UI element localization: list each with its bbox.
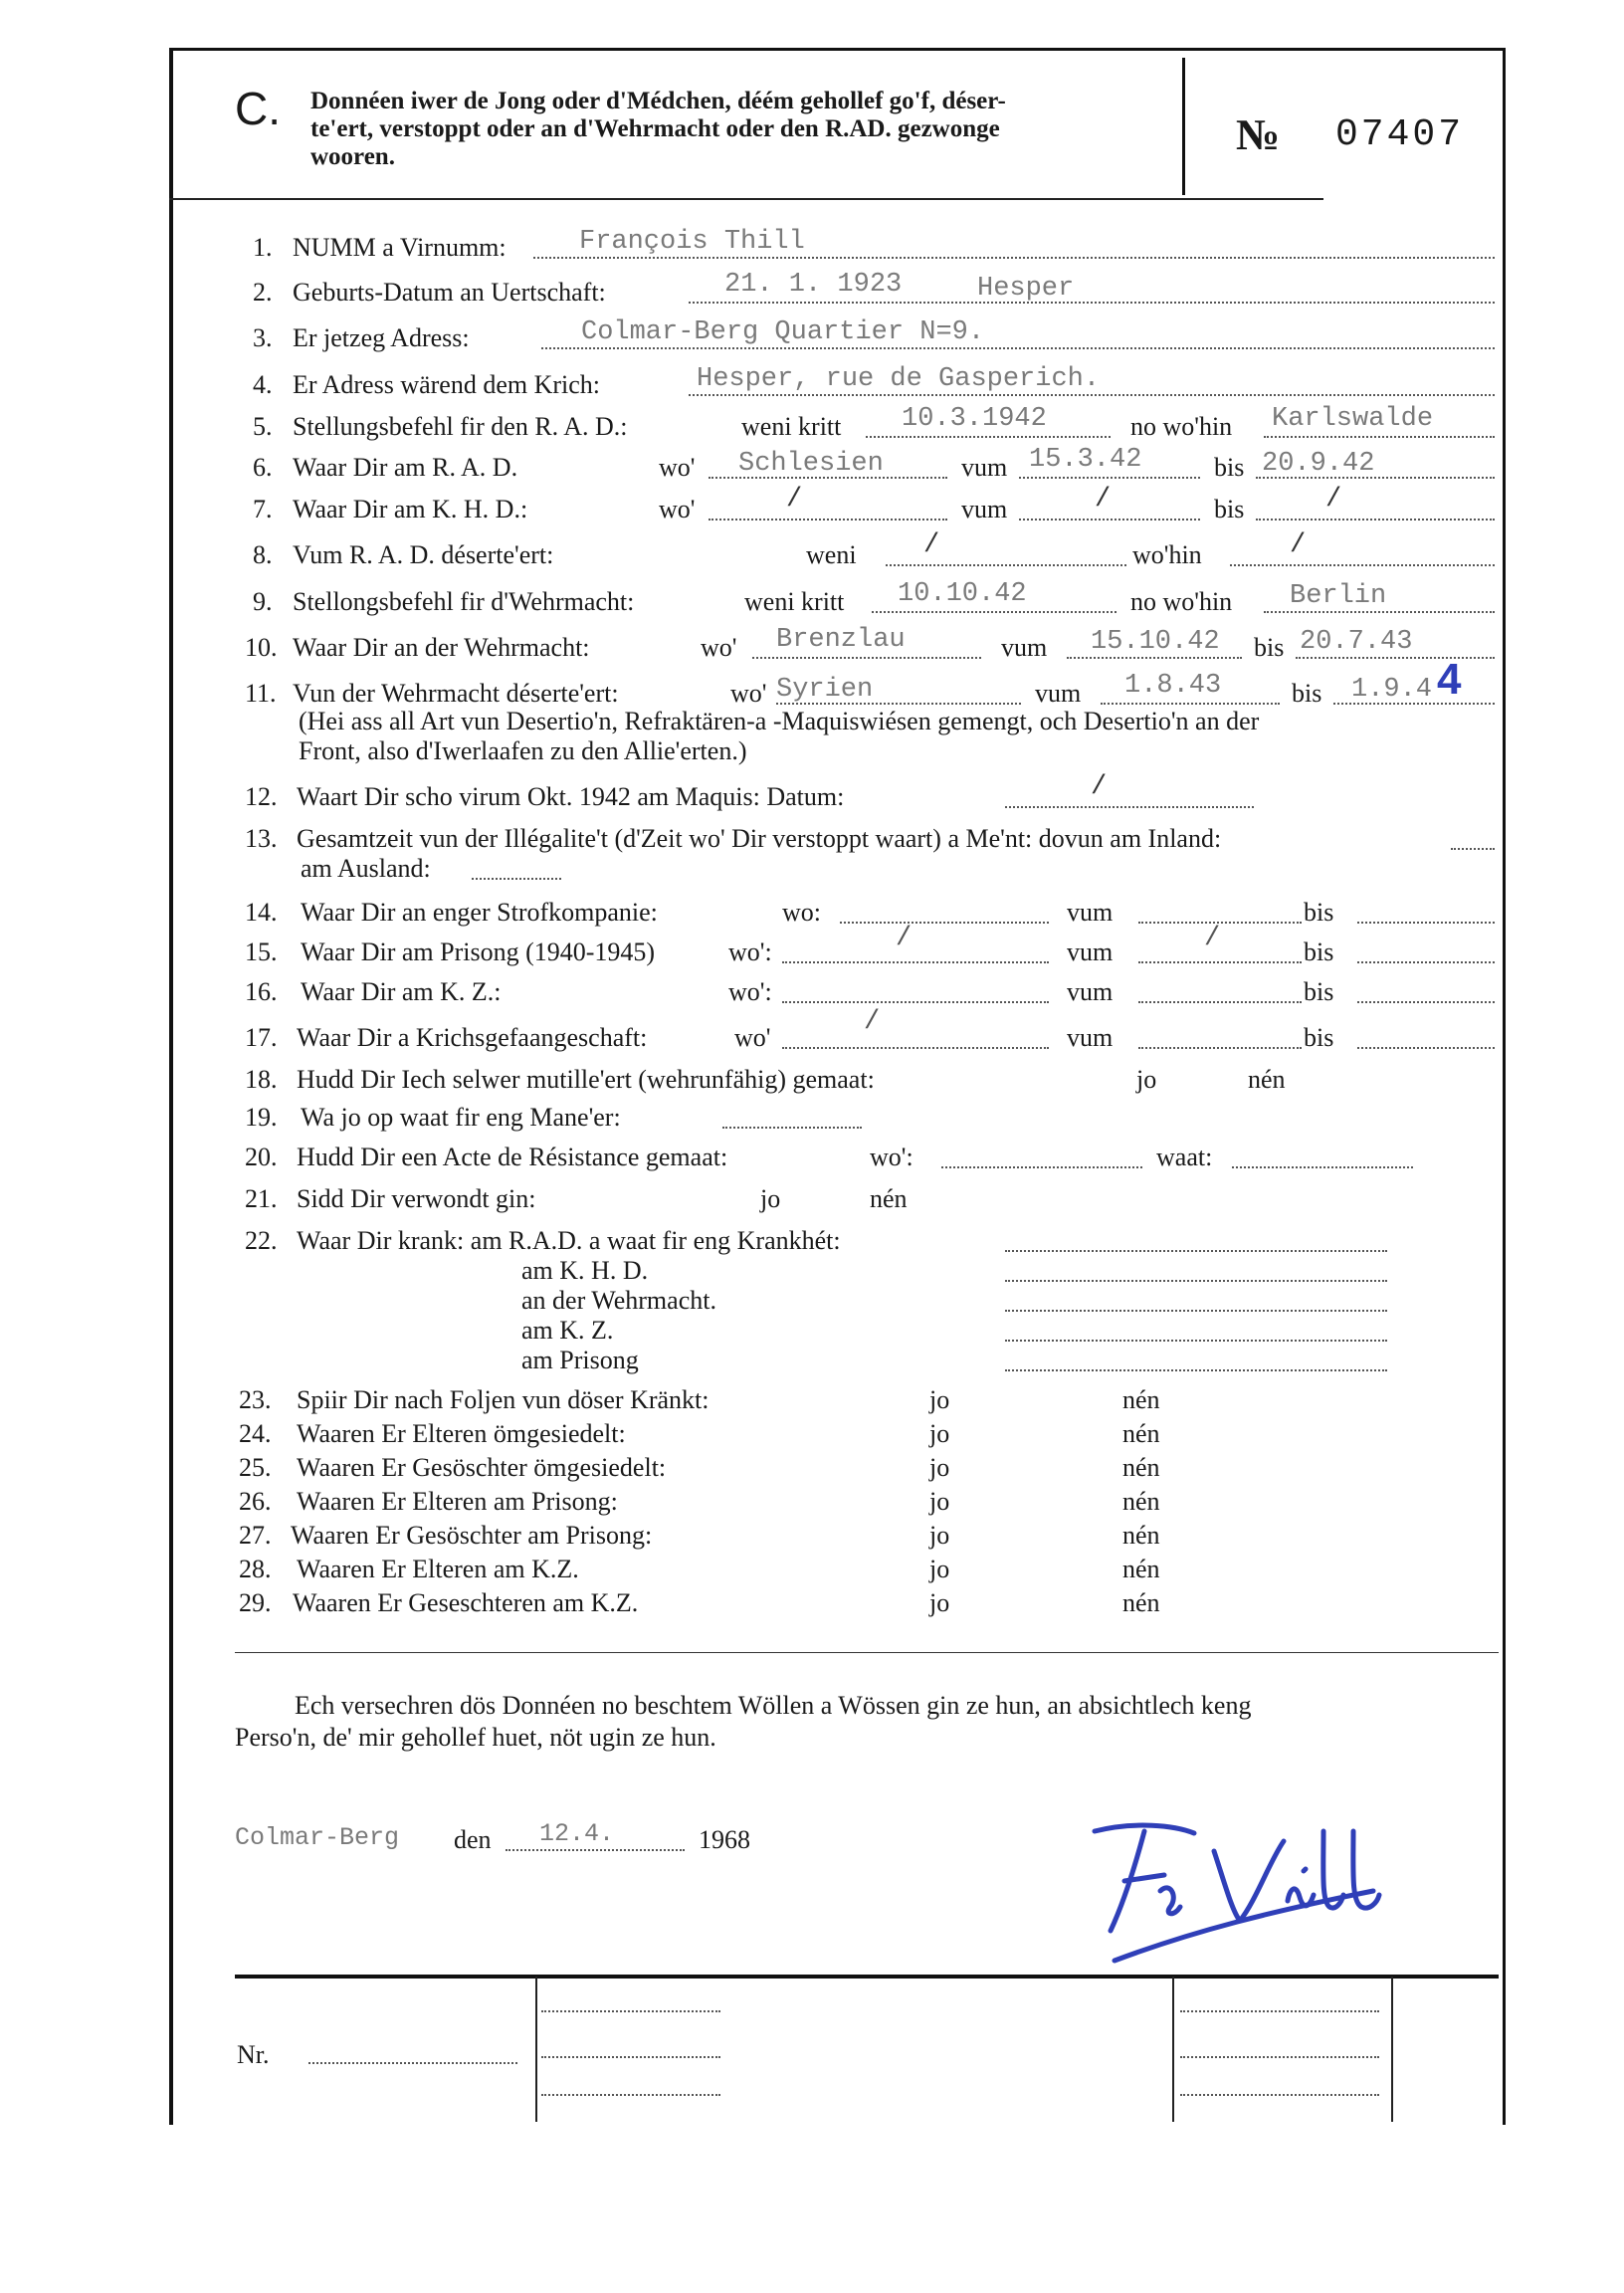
field-label: bis [1304,977,1334,1006]
field-label: bis [1304,898,1334,927]
row-label: Waart Dir scho virum Okt. 1942 am Maquis: Datum: [297,782,845,811]
row-label: Waaren Er Elteren ömgesiedelt: [297,1419,626,1448]
row-number: 9. [253,587,273,616]
title-line: wooren. [310,143,395,170]
fill-line [1256,519,1495,521]
illness-sub-label: am Prisong [521,1346,639,1374]
row-label: Spiir Dir nach Foljen vun döser Kränkt: [297,1385,710,1414]
option-no[interactable]: nén [870,1184,908,1213]
header-divider [1182,58,1185,195]
row-label: Vun der Wehrmacht déserte'ert: [293,679,619,708]
row-number: 1. [253,233,273,262]
row-number: 26. [239,1487,272,1516]
field-label: vum [1001,633,1048,662]
row-number: 12. [245,782,278,811]
field-label: vum [1035,679,1082,708]
field-label: wo' [730,679,767,708]
row-number: 21. [245,1184,278,1213]
row-label: Er Adress wärend dem Krich: [293,370,601,399]
name-value[interactable]: François Thill [579,227,805,257]
option-yes[interactable]: jo [929,1453,950,1482]
row-number: 19. [245,1103,278,1132]
fill-line [1357,961,1495,963]
signature-place[interactable]: Colmar-Berg [235,1823,400,1852]
row-number: 29. [239,1588,272,1617]
row-number: 22. [245,1226,278,1255]
fill-line [709,519,947,521]
row-label: Er jetzeg Adress: [293,323,470,352]
fill-line [1005,1250,1387,1252]
birth-place-value[interactable]: Hesper [977,274,1075,304]
title-line: te'ert, verstoppt oder an d'Wehrmacht oder den R.AD. gezwonge [310,115,1000,142]
row-label: am Ausland: [301,854,431,883]
field-label: vum [1067,898,1114,927]
field-label: wo' [659,453,696,482]
fill-line [1230,564,1495,566]
row-label: NUMM a Virnumm: [293,233,507,262]
field-label: wo' [659,495,696,523]
field-label: bis [1254,633,1285,662]
option-no[interactable]: nén [1122,1487,1160,1516]
option-no[interactable]: nén [1122,1521,1160,1550]
fill-line [1451,848,1495,850]
row-label: Waar Dir am K. H. D.: [293,495,528,523]
fill-line [1357,1001,1495,1003]
section-letter: C. [235,83,281,134]
rad-to[interactable]: 20.9.42 [1262,449,1375,479]
fill-line [1180,2010,1379,2012]
handwritten-correction: 4 [1437,655,1462,704]
fill-line [533,257,1495,259]
fill-line [1138,961,1302,963]
fill-line [541,2094,720,2096]
field-label: weni kritt [741,412,842,441]
fill-line [886,564,1126,566]
signature [1075,1811,1393,1971]
row-label: Geburts-Datum an Uertschaft: [293,278,606,307]
option-no[interactable]: nén [1122,1588,1160,1617]
fill-line [782,1001,1049,1003]
fill-line [1296,657,1495,659]
prison-from[interactable]: / [1204,924,1221,953]
fill-line [1019,519,1200,521]
row-label: Waar Dir am R. A. D. [293,453,518,482]
nr-label: Nr. [237,2040,270,2069]
rad-from[interactable]: 15.3.42 [1029,445,1142,475]
header-separator [169,198,1323,200]
fill-line [1067,657,1242,659]
field-label: vum [961,453,1008,482]
footer-divider [1391,1977,1393,2122]
signature-year: 1968 [699,1825,750,1854]
illness-sub-label: am K. Z. [521,1316,614,1345]
option-yes[interactable]: jo [929,1555,950,1583]
rad-order-date[interactable]: 10.3.1942 [902,404,1047,434]
fill-line [1357,922,1495,924]
fill-line [1005,1280,1387,1282]
field-label: vum [1067,1023,1114,1052]
current-address-value[interactable]: Colmar-Berg Quartier N=9. [581,317,985,347]
row-number: 14. [245,898,278,927]
row-number: 24. [239,1419,272,1448]
illness-sub-label: an der Wehrmacht. [521,1286,716,1315]
field-label: waat: [1156,1143,1213,1171]
field-label: bis [1292,679,1322,708]
title-line: Donnéen iwer de Jong oder d'Médchen, déém gehollef go'f, déser- [310,88,1006,114]
row-number: 5. [253,412,273,441]
row-label: Stellongsbefehl fir d'Wehrmacht: [293,587,635,616]
war-address-value[interactable]: Hesper, rue de Gasperich. [697,364,1101,394]
option-yes[interactable]: jo [929,1521,950,1550]
fill-line [1232,1166,1413,1168]
row-label: Waaren Er Gesöschter ömgesiedelt: [297,1453,667,1482]
field-label: bis [1304,938,1334,966]
rad-desert-where[interactable]: / [1290,530,1307,560]
fill-line [689,302,1495,304]
fill-line [866,436,1111,438]
row-number: 16. [245,977,278,1006]
row-label: Waaren Er Elteren am Prisong: [297,1487,618,1516]
field-label: vum [1067,977,1114,1006]
field-label: bis [1304,1023,1334,1052]
fill-line [1180,2056,1379,2058]
row-number: 6. [253,453,273,482]
rad-order-destination[interactable]: Karlswalde [1272,404,1434,434]
field-label: wo: [782,898,821,927]
fill-line [872,611,1116,613]
field-label: wo' [734,1023,771,1052]
khd-to[interactable]: / [1325,485,1342,515]
footer-divider [1172,1977,1174,2122]
khd-from[interactable]: / [1095,485,1112,515]
option-no[interactable]: nén [1122,1453,1160,1482]
option-yes[interactable]: jo [929,1385,950,1414]
fill-line [541,347,1495,349]
footer-divider [535,1977,537,2122]
wehrmacht-order-date[interactable]: 10.10.42 [898,579,1027,609]
field-label: wo'hin [1132,540,1202,569]
declaration-line: Ech versechren dös Donnéen no beschtem Wöllen a Wössen gin ze hun, an absichtlech keng [295,1691,1252,1720]
fill-line [1138,1001,1302,1003]
fill-line [1005,806,1254,808]
footer-top-rule [235,1975,1499,1979]
fill-line [541,2010,720,2012]
row-label: Hudd Dir een Acte de Résistance gemaat: [297,1143,728,1171]
row-label: Stellungsbefehl fir den R. A. D.: [293,412,628,441]
field-label: weni [806,540,857,569]
row-label: Waar Dir an der Wehrmacht: [293,633,590,662]
field-label: vum [961,495,1008,523]
rad-desert-when[interactable]: / [923,530,940,560]
row-label: Waaren Er Elteren am K.Z. [297,1555,579,1583]
wehrmacht-order-destination[interactable]: Berlin [1290,581,1387,611]
fill-line [1180,2094,1379,2096]
rad-where[interactable]: Schlesien [738,449,884,479]
option-no[interactable]: nén [1122,1555,1160,1583]
option-yes[interactable]: jo [929,1419,950,1448]
option-yes[interactable]: jo [929,1588,950,1617]
desert-where[interactable]: Syrien [776,675,874,705]
fill-line [941,1166,1142,1168]
row-label: Wa jo op waat fir eng Mane'er: [301,1103,621,1132]
fill-line [1019,477,1200,479]
wehrmacht-from[interactable]: 15.10.42 [1091,627,1220,657]
declaration [235,1690,1499,1754]
birth-date-value[interactable]: 21. 1. 1923 [724,270,903,300]
option-no[interactable]: nén [1122,1385,1160,1414]
fill-line [840,922,1049,924]
declaration-line: Perso'n, de' mir gehollef huet, nöt ugin ze hun. [235,1723,716,1752]
row-label: Waar Dir an enger Strofkompanie: [301,898,658,927]
desert-to[interactable]: 1.9.4 [1351,675,1433,705]
prison-where[interactable]: / [896,924,913,953]
row-number: 10. [245,633,278,662]
den-label: den [454,1825,492,1854]
option-no[interactable]: nén [1248,1065,1286,1094]
note-line: (Hei ass all Art vun Desertio'n, Refraktären-a -Maquiswiésen gemengt, och Desertio'n an der [299,707,1260,735]
row-label: Waar Dir am Prisong (1940-1945) [301,938,656,966]
signature-date[interactable]: 12.4. [539,1819,615,1848]
field-label: vum [1067,938,1114,966]
desert-from[interactable]: 1.8.43 [1124,671,1222,701]
row-label: Waar Dir a Krichsgefaangeschaft: [297,1023,648,1052]
option-yes[interactable]: jo [929,1487,950,1516]
fill-line [752,657,981,659]
fill-line [1005,1369,1387,1371]
field-label: wo' [701,633,737,662]
form-number: 07407 [1335,113,1465,156]
field-label: bis [1214,453,1245,482]
fill-line [506,1849,685,1851]
desertion-note [299,707,1503,766]
row-number: 8. [253,540,273,569]
row-number: 3. [253,323,273,352]
wehrmacht-to[interactable]: 20.7.43 [1300,627,1413,657]
row-label: Waaren Er Geseschteren am K.Z. [293,1588,639,1617]
row-label: Waaren Er Gesöschter am Prisong: [291,1521,653,1550]
row-number: 25. [239,1453,272,1482]
fill-line [1357,1047,1495,1049]
fill-line [1264,436,1495,438]
wehrmacht-where[interactable]: Brenzlau [776,625,906,655]
row-number: 23. [239,1385,272,1414]
fill-line [1005,1310,1387,1312]
row-label: Vum R. A. D. déserte'ert: [293,540,554,569]
fill-line [782,961,1049,963]
maquis-date[interactable]: / [1091,772,1108,802]
number-symbol: № [1236,110,1281,159]
option-yes[interactable]: jo [760,1184,781,1213]
field-label: no wo'hin [1130,412,1233,441]
row-label: Waar Dir krank: am R.A.D. a waat fir eng Krankhét: [297,1226,841,1255]
pow-where[interactable]: / [864,1007,881,1037]
row-number: 28. [239,1555,272,1583]
row-number: 20. [245,1143,278,1171]
fill-line [1264,611,1495,613]
khd-where[interactable]: / [786,485,803,515]
field-label: wo': [728,938,772,966]
fill-line [308,2062,517,2064]
field-label: weni kritt [744,587,845,616]
row-label: Waar Dir am K. Z.: [301,977,502,1006]
section-title [310,88,1166,171]
row-label: Sidd Dir verwondt gin: [297,1184,536,1213]
option-no[interactable]: nén [1122,1419,1160,1448]
option-yes[interactable]: jo [1136,1065,1157,1094]
row-number: 4. [253,370,273,399]
fill-line [541,2056,720,2058]
row-number: 7. [253,495,273,523]
fill-line [1138,1047,1302,1049]
fill-line [1101,703,1280,705]
row-label: Gesamtzeit vun der Illégalite't (d'Zeit wo' Dir verstoppt waart) a Me'nt: dovun am Inland: [297,824,1222,853]
row-number: 18. [245,1065,278,1094]
fill-line [689,394,1495,396]
field-label: wo': [728,977,772,1006]
field-label: no wo'hin [1130,587,1233,616]
fill-line [722,1127,862,1129]
row-number: 13. [245,824,278,853]
row-number: 17. [245,1023,278,1052]
row-number: 2. [253,278,273,307]
row-number: 11. [245,679,277,708]
field-label: wo': [870,1143,914,1171]
fill-line [472,878,561,880]
field-label: bis [1214,495,1245,523]
fill-line [1005,1340,1387,1342]
row-number: 15. [245,938,278,966]
row-label: Hudd Dir Iech selwer mutille'ert (wehrunfähig) gemaat: [297,1065,875,1094]
fill-line [782,1047,1049,1049]
section-separator [235,1652,1499,1653]
illness-sub-label: am K. H. D. [521,1256,649,1285]
row-number: 27. [239,1521,272,1550]
note-line: Front, also d'Iwerlaafen zu den Allie'erten.) [299,736,747,765]
